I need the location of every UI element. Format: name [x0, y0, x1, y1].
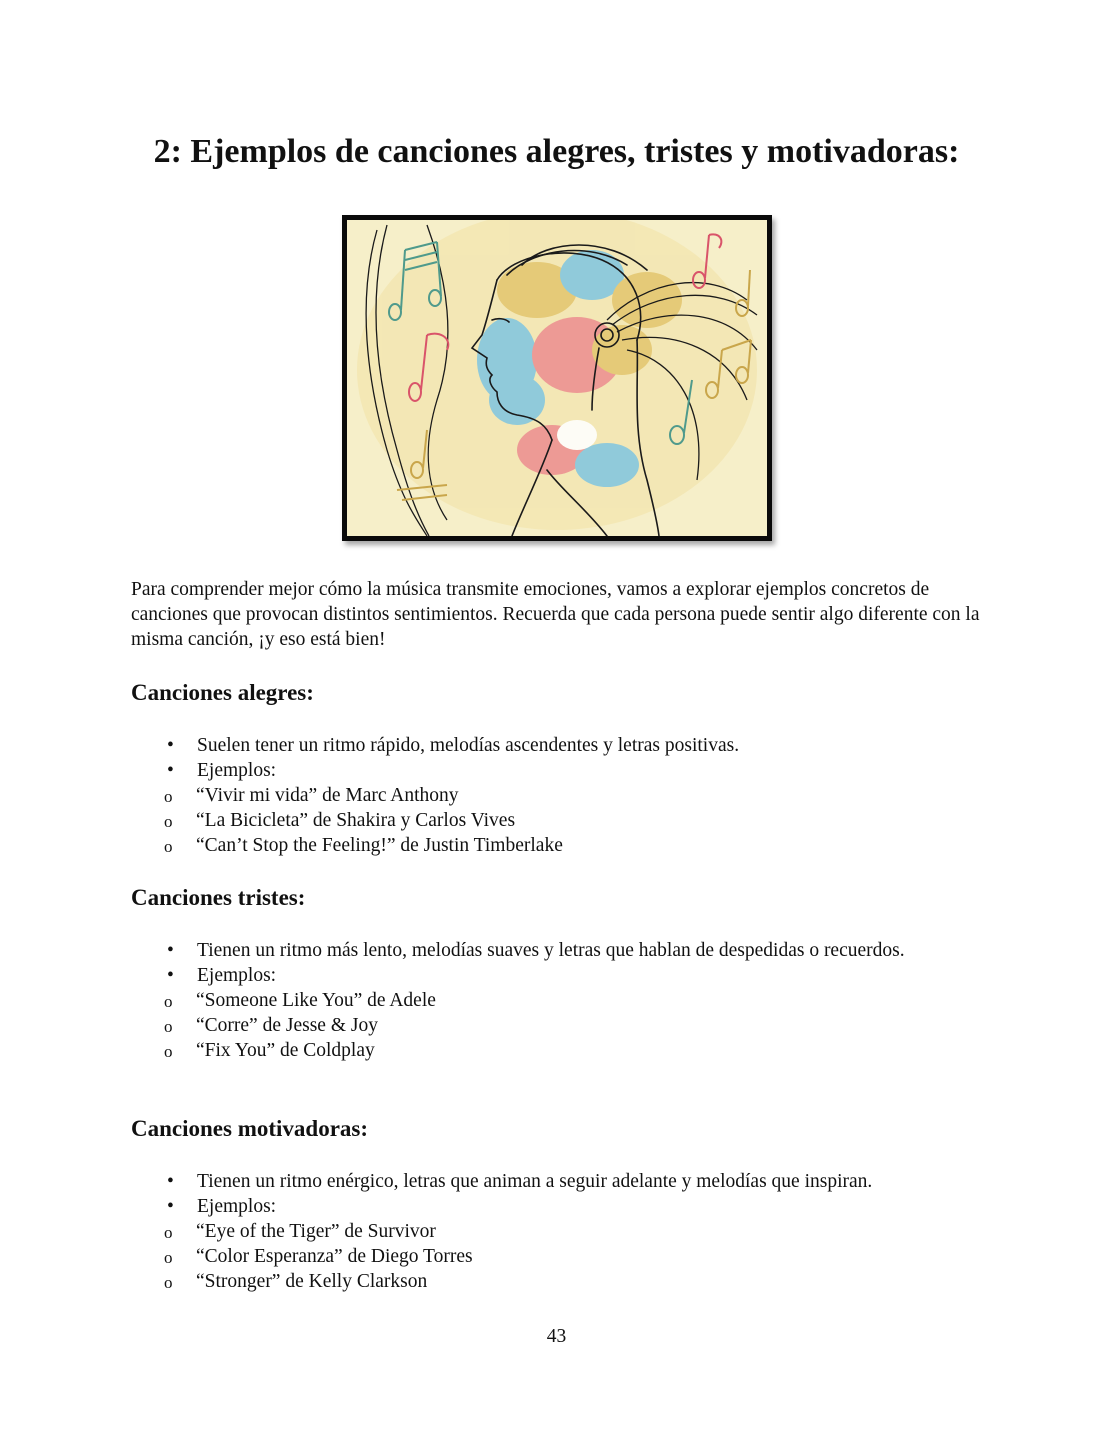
example-text: “Fix You” de Coldplay	[196, 1040, 375, 1061]
example-text: “Someone Like You” de Adele	[196, 990, 436, 1011]
examples-list	[131, 783, 991, 858]
example-item	[131, 783, 991, 808]
example-item	[131, 988, 931, 1013]
list-item	[131, 963, 931, 1063]
examples-label: Ejemplos:	[197, 1196, 277, 1217]
description: Tienen un ritmo más lento, melodías suaves y letras que hablan de despedidas o recuerdos.	[197, 940, 905, 961]
page-title: 2: Ejemplos de canciones alegres, tristes y motivadoras:	[153, 133, 960, 170]
list-item	[131, 938, 931, 963]
example-item	[131, 1038, 931, 1063]
examples-list	[131, 1219, 991, 1294]
section-heading-alegres: Canciones alegres:	[131, 680, 314, 705]
example-text: “Vivir mi vida” de Marc Anthony	[196, 785, 459, 806]
list-item	[131, 733, 991, 758]
list-motivadoras	[131, 1169, 991, 1294]
intro-paragraph: Para comprender mejor cómo la música transmite emociones, vamos a explorar ejemplos concretos de canciones que provocan distintos sentimientos. Recuerda que cada persona puede sentir algo diferente con la misma canción, ¡y eso está bien!	[131, 579, 980, 650]
example-text: “Stronger” de Kelly Clarkson	[196, 1271, 428, 1292]
page-number: 43	[546, 1326, 567, 1347]
music-listener-illustration	[342, 215, 772, 541]
example-item	[131, 1269, 991, 1294]
example-text: “Corre” de Jesse & Joy	[196, 1015, 378, 1036]
description: Suelen tener un ritmo rápido, melodías ascendentes y letras positivas.	[197, 735, 740, 756]
examples-label: Ejemplos:	[197, 965, 277, 986]
example-text: “Can’t Stop the Feeling!” de Justin Timberlake	[196, 835, 563, 856]
list-item	[131, 758, 991, 858]
example-text: “La Bicicleta” de Shakira y Carlos Vives	[196, 810, 516, 831]
description: Tienen un ritmo enérgico, letras que animan a seguir adelante y melodías que inspiran.	[197, 1171, 873, 1192]
examples-label: Ejemplos:	[197, 760, 277, 781]
section-heading-tristes: Canciones tristes:	[131, 885, 306, 910]
example-item	[131, 833, 991, 858]
examples-list	[131, 988, 931, 1063]
illustration-drawing	[347, 220, 767, 536]
list-tristes	[131, 938, 931, 1063]
example-item	[131, 808, 991, 833]
example-item	[131, 1244, 991, 1269]
example-text: “Eye of the Tiger” de Survivor	[196, 1221, 436, 1242]
section-heading-motivadoras: Canciones motivadoras:	[131, 1116, 369, 1141]
example-item	[131, 1013, 931, 1038]
list-item	[131, 1169, 991, 1194]
list-alegres	[131, 733, 991, 858]
list-item	[131, 1194, 991, 1294]
example-item	[131, 1219, 991, 1244]
example-text: “Color Esperanza” de Diego Torres	[196, 1246, 473, 1267]
